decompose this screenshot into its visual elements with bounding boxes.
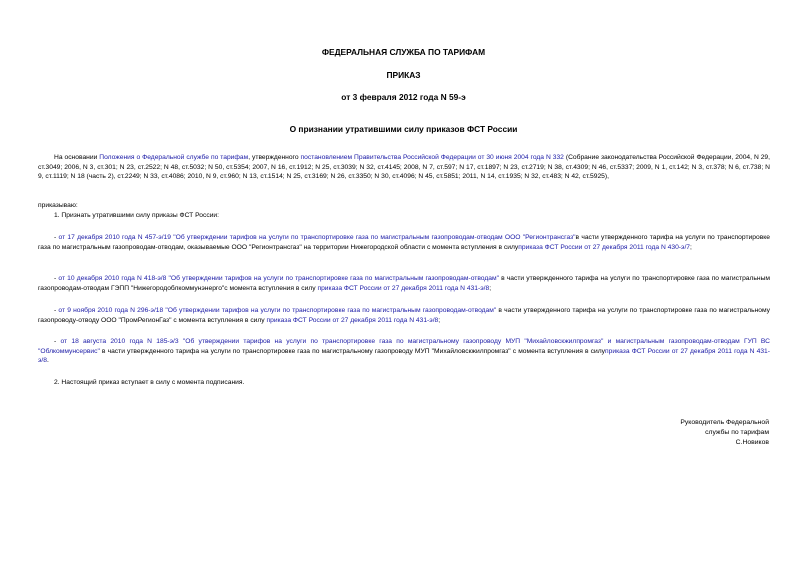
link-government-resolution[interactable]: постановлением Правительства Российской Федерации от 30 июня 2004 года N 332 [300,154,564,161]
doc-type: ПРИКАЗ [386,70,421,80]
point-1: 1. Признать утратившими силу приказы ФСТ России: [54,212,220,219]
list-item: - от 17 декабря 2010 года N 457-э/19 "Об утверждении тарифов на услуги по транспортировке газа по магистральным газопроводам-отводам ООО "Регионтрансгаз"в части утвержденного тарифа на услуги по транспортировке газа по магистральным газопроводам-отводам, оказываемые ООО "Регионтрансгаз" на территории Нижегородской области с момента вступления в силуприказа ФСТ России от 27 декабря 2011 года N 430-э/7; [38,234,770,251]
link-order-431[interactable]: приказа ФСТ России от 27 декабря 2011 года N 431-э/8 [266,316,439,324]
link-order-418[interactable]: от 10 декабря 2010 года N 418-э/8 "Об утверждении тарифов на услуги по транспортировке газа по магистральным газопроводам-отводам" [58,275,499,282]
link-order-431[interactable]: приказа ФСТ России от 27 декабря 2011 года N 431-э/8 [38,347,770,364]
link-order-457[interactable]: от 17 декабря 2010 года N 457-э/19 "Об утверждении тарифов на услуги по транспортировке газа по магистральным газопроводам-отводам ООО "Регионтрансгаз" [58,234,576,241]
point-2: 2. Настоящий приказ вступает в силу с момента подписания. [54,379,245,386]
list-item: - от 9 ноября 2010 года N 296-э/18 "Об утверждении тарифов на услуги по транспортировке газа по магистральным газопроводам-отводам" в части утвержденного тарифа на услуги по транспортировке газа по магистральному газопроводу-отводу ООО "ПромРегионГаз" с момента вступления в силу приказа ФСТ России от 27 декабря 2011 года N 431-э/8; [38,307,770,324]
order-word: приказываю: [38,202,78,209]
link-order-430[interactable]: приказа ФСТ России от 27 декабря 2011 года N 430-э/7 [518,243,691,251]
link-order-185[interactable]: от 18 августа 2010 года N 185-э/3 "Об утверждении тарифов на услуги по транспортировке газа по магистральному газопроводу МУП "Михайловскжилпромгаз" и магистральным газопроводам-отводам ГУП ВС "Облкоммунсервис" [38,338,770,355]
list-item: - от 10 декабря 2010 года N 418-э/8 "Об утверждении тарифов на услуги по транспортировке газа по магистральным газопроводам-отводам" в части утвержденного тарифа на услуги по транспортировке газа по магистральным газопроводам-отводам ГЭПП "Нижегородоблкоммунэнерго"с момента вступления в силу приказа ФСТ России от 27 декабря 2011 года N 431-э/8; [38,275,770,292]
preamble-text-3: (Собрание законодательства Российской Федерации, 2004, N 29, ст.3049; 2006, N 3, ст.301; N 23, ст.2522; N 48, ст.5032; N 50, ст.5354; 2007, N 16, ст.1912; N 25, ст.3039; N 32, ст.4145; 2008, N 7, ст.597; N 17, ст.1897; N 23, ст.2719; N 38, ст.4309; N 46, ст.5337; 2009, N 1, ст.142; N 3, ст.378; N 6, ст.738; N 9, ст.1119; N 18 (часть 2), ст.2249; N 33, ст.4086; 2010, N 9, ст.960; N 13, ст.1514; N 25, ст.3169; N 26, ст.3350; N 30, ст.4096; N 45, ст.5851; 2011, N 14, ст.1935; N 32, ст.483; N 42, ст.5925), [38,154,771,180]
doc-title: О признании утратившими силу приказов ФСТ России [289,124,518,134]
signature-name: С.Новиков [735,438,769,446]
signature-department: службы по тарифам [705,428,769,436]
signature-position: Руководитель Федеральной [680,419,769,426]
doc-date-number: от 3 февраля 2012 года N 59-э [341,92,466,102]
preamble-text-2: , утвержденного [248,154,301,161]
link-fst-regulation[interactable]: Положения о Федеральной службе по тарифам [99,154,249,161]
preamble [38,153,770,182]
preamble-text-1: На основании [54,154,100,161]
agency-name: ФЕДЕРАЛЬНАЯ СЛУЖБА ПО ТАРИФАМ [321,47,486,57]
list-item: - от 18 августа 2010 года N 185-э/3 "Об утверждении тарифов на услуги по транспортировке газа по магистральному газопроводу МУП "Михайловскжилпромгаз" и магистральным газопроводам-отводам ГУП ВС "Облкоммунсервис" в части утвержденного тарифа на услуги по транспортировке газа по магистральному газопроводу МУП "Михайловскжилпромгаз" с момента вступления в силуприказа ФСТ России от 27 декабря 2011 года N 431-э/8. [38,338,770,364]
link-order-431[interactable]: приказа ФСТ России от 27 декабря 2011 года N 431-э/8 [317,284,490,292]
signature-block [569,418,769,447]
link-order-296[interactable]: от 9 ноября 2010 года N 296-э/18 "Об утверждении тарифов на услуги по транспортировке газа по магистральным газопроводам-отводам" [58,307,497,314]
